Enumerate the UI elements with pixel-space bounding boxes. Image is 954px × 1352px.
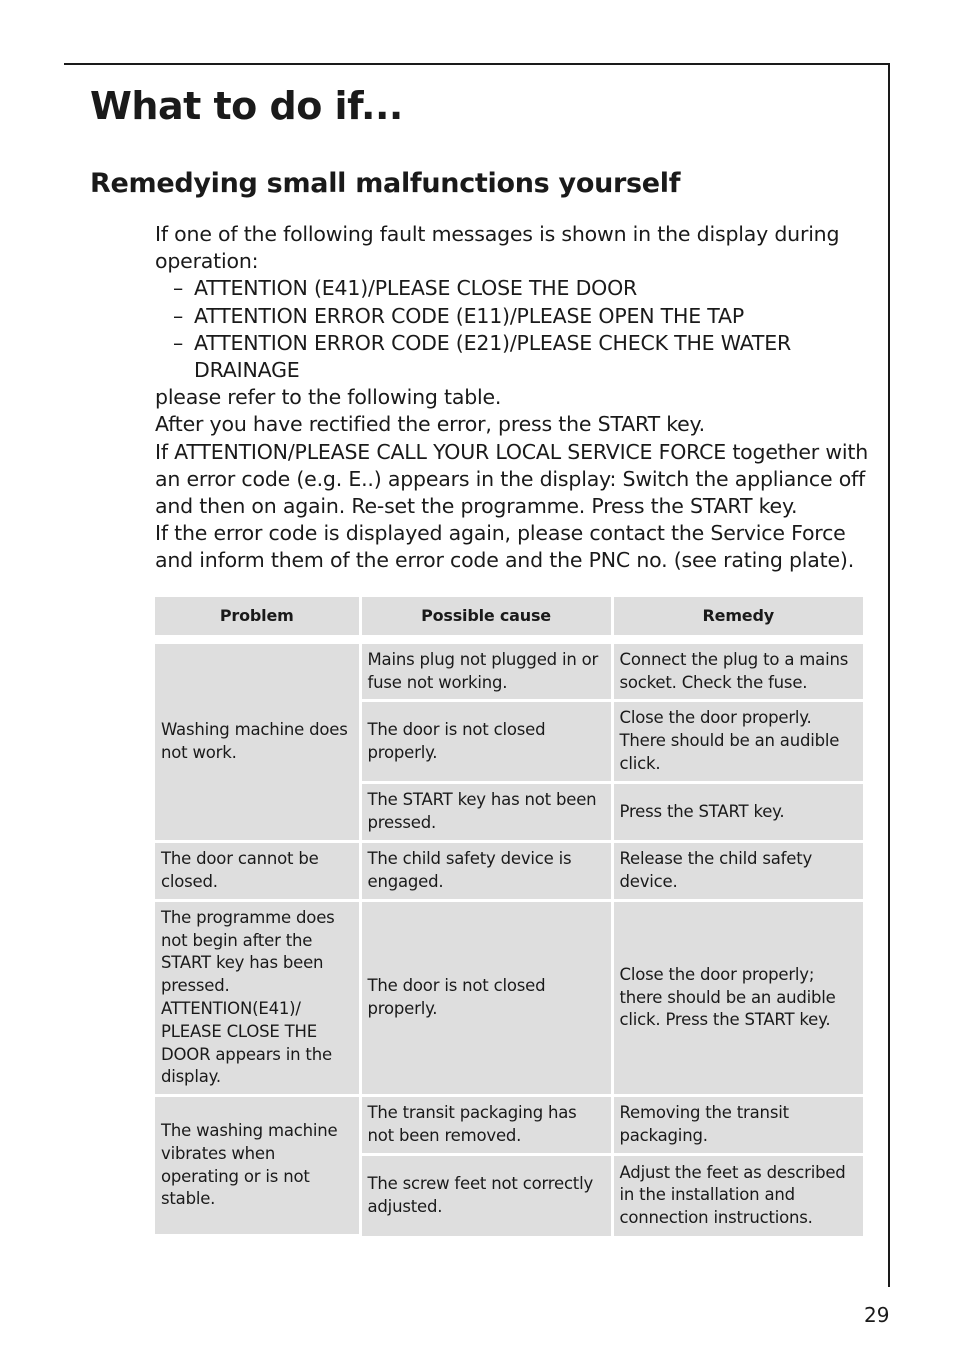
problem-cell: Washing machine does not work. xyxy=(155,643,360,842)
table-row xyxy=(155,842,863,901)
remedy-cell: Press the START key. xyxy=(612,783,863,842)
table-row xyxy=(155,643,863,701)
table-row xyxy=(155,1096,863,1155)
fault-message-list xyxy=(155,275,870,384)
remedy-cell: Removing the transit packaging. xyxy=(612,1096,863,1155)
intro-service: If ATTENTION/PLEASE CALL YOUR LOCAL SERVICE FORCE together with an error code (e.g. E..) appears in the display: Switch the appliance off and then on again. Re-set the programme. Press the START key. xyxy=(155,439,869,519)
cause-cell: The transit packaging has not been removed. xyxy=(360,1096,612,1155)
header-problem: Problem xyxy=(155,597,360,637)
remedy-cell: Close the door properly; there should be an audible click. Press the START key. xyxy=(612,901,863,1096)
cause-cell: The screw feet not correctly adjusted. xyxy=(360,1155,612,1236)
remedy-cell: Release the child safety device. xyxy=(612,842,863,901)
intro-contact: If the error code is displayed again, please contact the Service Force and inform them of the error code and the PNC no. (see rating plate). xyxy=(155,521,855,573)
page-number: 29 xyxy=(864,1303,890,1327)
cause-cell: The child safety device is engaged. xyxy=(360,842,612,901)
troubleshooting-table xyxy=(155,597,863,1237)
intro-lead: If one of the following fault messages is shown in the display during operation: xyxy=(155,222,840,274)
remedy-cell: Connect the plug to a mains socket. Check the fuse. xyxy=(612,643,863,701)
intro-refer: please refer to the following table. xyxy=(155,385,502,410)
problem-cell: The door cannot be closed. xyxy=(155,842,360,901)
section-title: Remedying small malfunctions yourself xyxy=(90,168,681,199)
remedy-cell: Adjust the feet as described in the installation and connection instructions. xyxy=(612,1155,863,1236)
table-row xyxy=(155,901,863,1096)
header-cause: Possible cause xyxy=(360,597,612,637)
fault-message: – ATTENTION (E41)/PLEASE CLOSE THE DOOR xyxy=(173,275,870,302)
fault-message: – ATTENTION ERROR CODE (E21)/PLEASE CHECK THE WATER DRAINAGE xyxy=(173,330,870,384)
cause-cell: Mains plug not plugged in or fuse not working. xyxy=(360,643,612,701)
remedy-cell: Close the door properly. There should be an audible click. xyxy=(612,701,863,783)
cause-cell: The START key has not been pressed. xyxy=(360,783,612,842)
top-rule xyxy=(64,63,890,65)
intro-after: After you have rectified the error, press the START key. xyxy=(155,412,705,437)
cause-cell: The door is not closed properly. xyxy=(360,901,612,1096)
problem-cell: The washing machine vibrates when operating or is not stable. xyxy=(155,1096,360,1236)
intro-text xyxy=(155,221,870,575)
header-remedy: Remedy xyxy=(612,597,863,637)
table-header-row xyxy=(155,597,863,637)
cause-cell: The door is not closed properly. xyxy=(360,701,612,783)
right-rule xyxy=(888,63,890,1287)
page-title: What to do if... xyxy=(90,84,403,128)
fault-message: – ATTENTION ERROR CODE (E11)/PLEASE OPEN THE TAP xyxy=(173,303,870,330)
problem-cell: The programme does not begin after the START key has been pressed. ATTENTION(E41)/ PLEASE CLOSE THE DOOR appears in the display. xyxy=(155,901,360,1096)
